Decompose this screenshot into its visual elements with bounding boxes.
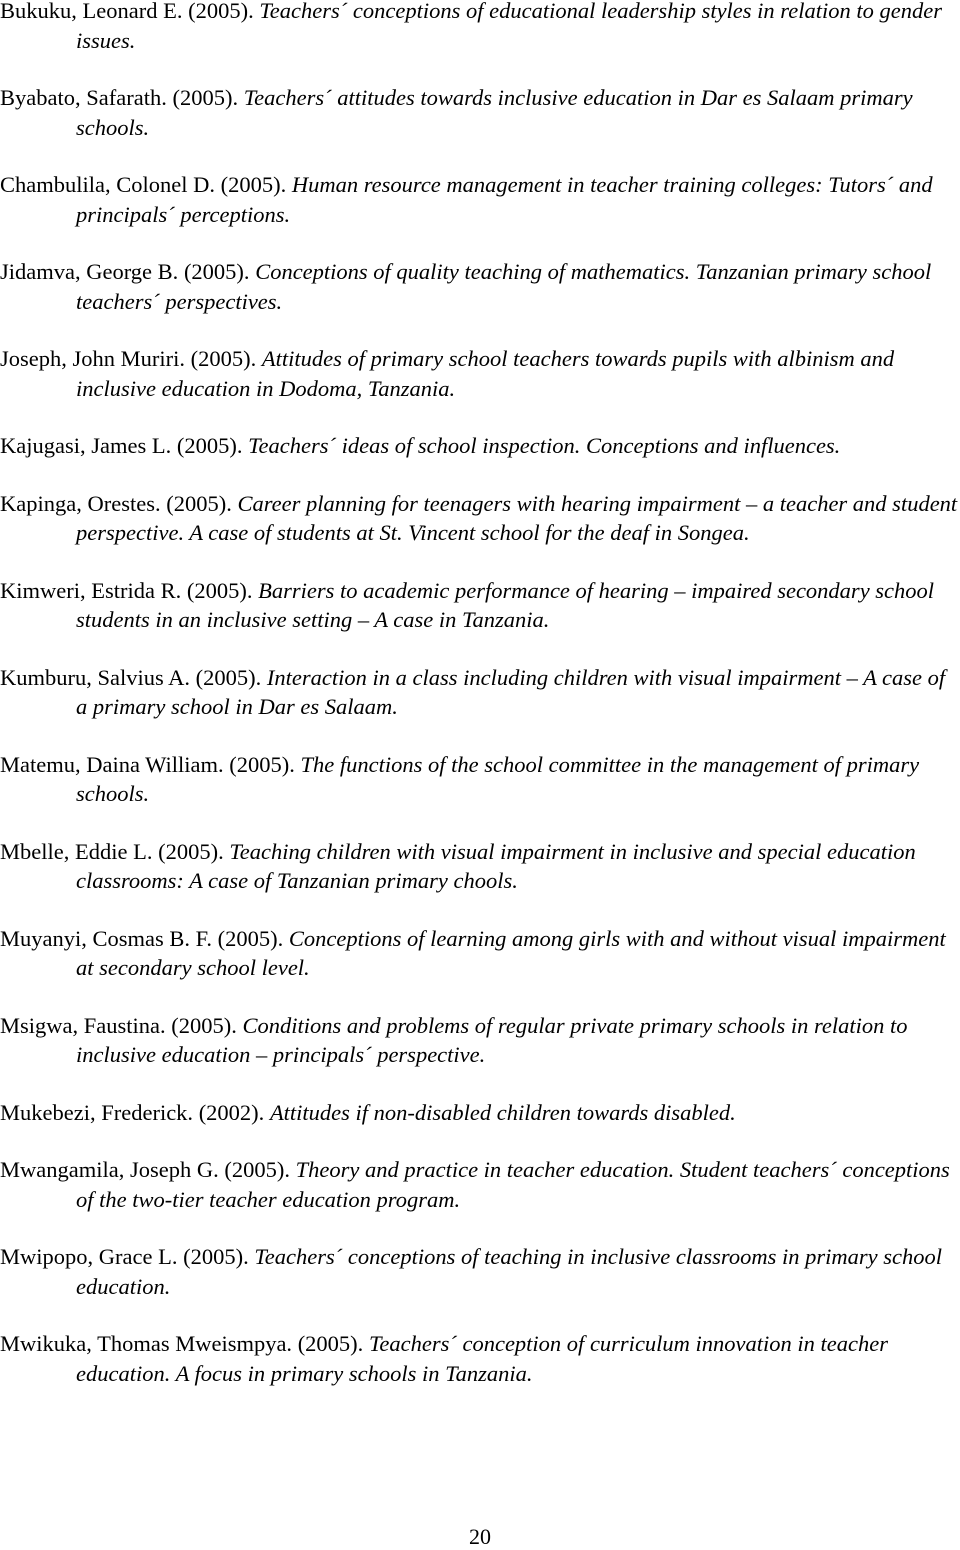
reference-entry: [0, 837, 960, 896]
reference-entry: [0, 1155, 960, 1214]
reference-entry: [0, 924, 960, 983]
reference-title: Conditions and problems of regular private primary schools in relation to inclusive education – principals´ perspective.: [76, 1012, 908, 1067]
reference-author: Kajugasi, James L.: [0, 433, 172, 458]
reference-author: Byabato, Safarath.: [0, 85, 167, 110]
reference-title: The functions of the school committee in the management of primary schools.: [76, 751, 920, 806]
reference-year: (2005).: [183, 259, 250, 284]
reference-title: Human resource management in teacher training colleges: Tutors´ and principals´ perceptions.: [76, 172, 933, 227]
reference-entry: [0, 1242, 960, 1301]
reference-title: Teachers´ conceptions of teaching in inclusive classrooms in primary school education.: [76, 1244, 942, 1299]
reference-title: Teaching children with visual impairment in inclusive and special education classrooms: A case of Tanzanian primary chools.: [76, 838, 916, 893]
reference-title: Theory and practice in teacher education. Student teachers´ conceptions of the two-tier teacher education program.: [76, 1157, 950, 1212]
reference-entry: [0, 663, 960, 722]
reference-author: Joseph, John Muriri.: [0, 346, 185, 371]
reference-title: Conceptions of learning among girls with and without visual impairment at secondary school level.: [76, 925, 946, 980]
reference-entry: [0, 1098, 960, 1128]
reference-entry: [0, 257, 960, 316]
reference-year: (2005).: [229, 751, 295, 777]
reference-year: (2005).: [224, 1157, 290, 1182]
reference-title: Conceptions of quality teaching of mathematics. Tanzanian primary school teachers´ perspectives.: [76, 259, 932, 314]
reference-entry: [0, 489, 960, 548]
reference-title: Teachers´ conception of curriculum innovation in teacher education. A focus in primary schools in Tanzania.: [76, 1331, 889, 1386]
reference-entry: [0, 83, 960, 142]
reference-title: Teachers´ conceptions of educational leadership styles in relation to gender issues.: [76, 0, 942, 53]
reference-author: Matemu, Daina William.: [0, 751, 224, 777]
reference-entry: [0, 1329, 960, 1388]
reference-entry: [0, 1011, 960, 1070]
reference-author: Kumburu, Salvius A.: [0, 664, 191, 690]
reference-title: Interaction in a class including children with visual impairment – A case of a primary school in Dar es Salaam.: [76, 664, 946, 719]
reference-year: (2005).: [186, 577, 253, 603]
reference-year: (2005).: [217, 925, 284, 951]
reference-entry: [0, 576, 960, 635]
reference-author: Kimweri, Estrida R.: [0, 577, 182, 603]
reference-year: (2005).: [158, 838, 224, 864]
reference-title: Career planning for teenagers with hearing impairment – a teacher and student perspective. A case of students at St. Vincent school for the deaf in Songea.: [76, 490, 958, 545]
reference-year: (2005).: [183, 1244, 249, 1269]
reference-year: (2005).: [188, 0, 254, 23]
reference-title: Attitudes of primary school teachers towards pupils with albinism and inclusive education in Dodoma, Tanzania.: [76, 346, 895, 401]
reference-title: Teachers´ attitudes towards inclusive education in Dar es Salaam primary schools.: [76, 85, 913, 140]
reference-author: Kapinga, Orestes.: [0, 490, 161, 516]
reference-title: Teachers´ ideas of school inspection. Conceptions and influences.: [248, 433, 841, 458]
reference-author: Mwangamila, Joseph G.: [0, 1157, 219, 1182]
reference-author: Bukuku, Leonard E.: [0, 0, 183, 23]
reference-author: Jidamva, George B.: [0, 259, 179, 284]
reference-year: (2005).: [166, 490, 232, 516]
reference-title: Barriers to academic performance of hearing – impaired secondary school students in an inclusive setting – A case in Tanzania.: [76, 577, 935, 632]
reference-year: (2005).: [176, 433, 243, 458]
reference-year: (2005).: [171, 1012, 237, 1038]
reference-year: (2005).: [172, 85, 239, 110]
reference-year: (2002).: [198, 1099, 265, 1125]
reference-author: Mwikuka, Thomas Mweismpya.: [0, 1331, 293, 1356]
reference-year: (2005).: [195, 664, 262, 690]
reference-author: Mukebezi, Frederick.: [0, 1099, 194, 1125]
reference-entry: [0, 431, 960, 461]
page-number: 20: [469, 1524, 491, 1549]
reference-entry: [0, 750, 960, 809]
reference-entry: [0, 0, 960, 55]
reference-author: Mwipopo, Grace L.: [0, 1244, 178, 1269]
reference-author: Muyanyi, Cosmas B. F.: [0, 925, 212, 951]
reference-author: Chambulila, Colonel D.: [0, 172, 215, 197]
reference-author: Mbelle, Eddie L.: [0, 838, 153, 864]
reference-title: Attitudes if non-disabled children towards disabled.: [269, 1099, 736, 1125]
reference-author: Msigwa, Faustina.: [0, 1012, 166, 1038]
reference-entry: [0, 170, 960, 229]
reference-year: (2005).: [297, 1331, 364, 1356]
reference-year: (2005).: [220, 172, 287, 197]
reference-entry: [0, 344, 960, 403]
reference-year: (2005).: [190, 346, 257, 371]
